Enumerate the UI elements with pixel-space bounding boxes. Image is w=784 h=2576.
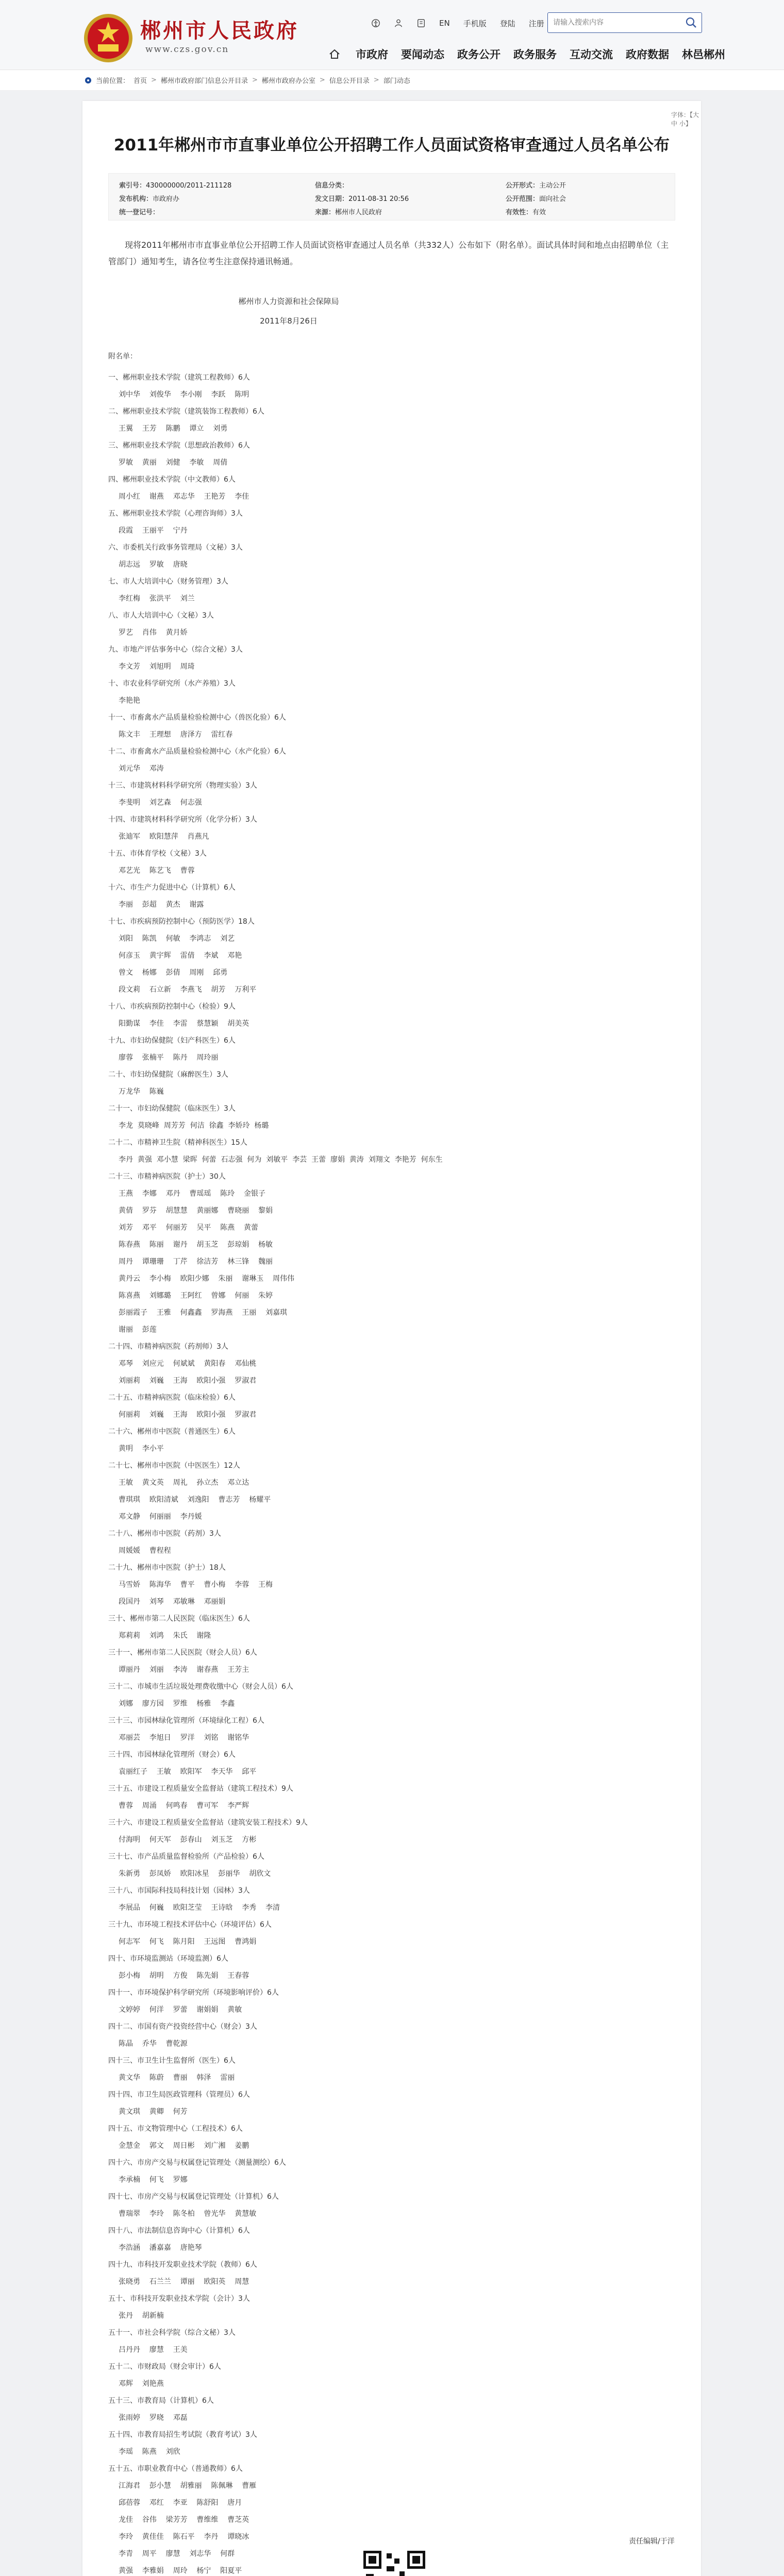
section-names: 李展品 何巍 欧阳芝莹 王诗晗 李秀 李清: [119, 1904, 280, 1912]
section-title: 二十八、郴州市中医院（药剂）3人: [108, 1530, 221, 1538]
section-title: 二十九、郴州市中医院（护士）18人: [108, 1564, 226, 1572]
breadcrumb-bar: [0, 70, 784, 91]
section-names: 刘中华 刘俊华 李小刚 李跃 陈明: [119, 391, 249, 399]
section-title: 十七、市疾病预防控制中心（预防医学）18人: [108, 918, 255, 926]
section-title: 三十九、市环境工程技术评估中心（环境评估）6人: [108, 1921, 272, 1929]
section-names: 陈文丰 王理想 唐泽方 雷红春: [119, 731, 233, 739]
top-utility-bar: [371, 14, 544, 32]
section-names: 李红梅 张洪平 刘兰: [119, 595, 195, 603]
list-section: [108, 2155, 675, 2189]
section-title: 五十四、市教育局招生考试院（教育考试）3人: [108, 2431, 257, 2439]
section-title: 四十、市环境监测站（环境监测）6人: [108, 1955, 228, 1963]
location-icon: [85, 77, 92, 84]
section-title: 四十五、市文物管理中心（工程技术）6人: [108, 2125, 243, 2133]
section-title: 二十三、市精神病医院（护士）30人: [108, 1173, 226, 1181]
section-names: 文婷婷 何洋 罗蕾 谢娟娟 黄敏: [119, 2006, 242, 2014]
english-link[interactable]: EN: [439, 19, 450, 28]
main-nav: [329, 46, 725, 62]
list-section: [108, 437, 675, 471]
list-section: [108, 1458, 675, 1526]
section-title: 四、郴州职业技术学院（中文教师）6人: [108, 476, 236, 484]
section-title: 四十七、市房产交易与权属登记管理处（计算机）6人: [108, 2193, 279, 2201]
breadcrumb-item-dept-news[interactable]: 部门动态: [383, 77, 410, 85]
meta-classification: 信息分类：: [315, 182, 349, 190]
section-title: 三十六、市建设工程质量安全监督站（建筑安装工程技术）9人: [108, 1819, 308, 1827]
breadcrumb: [85, 75, 410, 85]
list-section: [108, 1645, 675, 1679]
login-link[interactable]: [394, 14, 403, 32]
section-title: 六、市委机关行政事务管理局（文秘）3人: [108, 544, 243, 552]
meta-scope: 公开范围：面向社会: [506, 195, 566, 203]
list-section: [108, 505, 675, 539]
search-box: [547, 12, 702, 33]
list-section: [108, 607, 675, 641]
section-names: 江海君 彭小慧 胡雅丽 陈佩琳 曹雁 邱蓓蓉 邓红 李亚 陈舒阳 唐月 龙佳 谷伟 梁芳芳 曹维维 曹芝英 李玲 黄佳佳 陈石平 李丹 谭晓冰 李青 周平 廖慧 刘志华 何群 黄强 李雅娟 周玲 杨宁 阳夏平: [119, 2482, 257, 2575]
search-button[interactable]: [683, 15, 699, 30]
search-icon: [686, 17, 697, 28]
list-heading: 附名单：: [108, 352, 137, 361]
section-names: 邓艺光 陈艺飞 曹蓉: [119, 867, 195, 875]
candidate-list: [108, 348, 675, 2576]
list-section: [108, 2291, 675, 2325]
meta-publisher: 发布机构：市政府办: [119, 195, 180, 203]
section-names: 李承楠 何飞 罗娜: [119, 2176, 188, 2184]
list-section: [108, 1747, 675, 1781]
list-section: [108, 1883, 675, 1917]
nav-item-home[interactable]: [329, 46, 343, 62]
breadcrumb-item-office[interactable]: 郴州市政府办公室: [261, 77, 315, 85]
section-title: 三、郴州职业技术学院（思想政治教师）6人: [108, 442, 250, 450]
section-names: 阳勤谋 李佳 李雷 蔡慧颖 胡美英: [119, 1020, 249, 1028]
section-title: 五、郴州职业技术学院（心理咨询师）3人: [108, 510, 243, 518]
section-title: 三十三、市园林绿化管理所（环境绿化工程）6人: [108, 1717, 264, 1725]
section-names: 王敏 黄文英 周礼 孙立杰 邓立达 曹琪琪 欧阳清斌 刘逸阳 曹志芳 杨耀平 邓文静 何丽丽 李丹媛: [119, 1479, 271, 1521]
list-section: [108, 1781, 675, 1815]
section-title: 五十、市科技开发职业技术学院（会计）3人: [108, 2295, 250, 2303]
list-section: [108, 369, 675, 403]
section-names: 马雪娇 陈海华 曹平 曹小梅 李蓉 王梅 段国丹 刘琴 邓敏琳 邓丽娟: [119, 1581, 273, 1606]
section-title: 十三、市建筑材料科学研究所（物理实验）3人: [108, 782, 257, 790]
meta-validity: 有效性：有效: [506, 209, 546, 216]
list-section: [108, 2223, 675, 2257]
breadcrumb-label: 当前位置：: [96, 77, 130, 85]
meta-form: 公开形式：主动公开: [506, 182, 566, 190]
section-title: 四十九、市科技开发职业技术学院（教师）6人: [108, 2261, 257, 2269]
section-names: 曹蓉 周涌 何鸣春 曹可军 李严辉: [119, 1802, 249, 1810]
section-title: 五十五、市职业教育中心（普通教师）6人: [108, 2465, 243, 2473]
list-section: [108, 879, 675, 913]
list-section: [108, 1423, 675, 1458]
nav-item-open-affairs[interactable]: 政务公开: [457, 48, 501, 61]
section-names: 张雨婷 罗晓 邓磊: [119, 2414, 188, 2422]
meta-code: 统一登记号：: [119, 209, 160, 216]
list-section: [108, 2393, 675, 2427]
breadcrumb-item-home[interactable]: 首页: [134, 77, 147, 85]
list-section: [108, 1560, 675, 1611]
list-section: [108, 1917, 675, 1951]
section-title: 五十二、市财政局（财会审计）6人: [108, 2363, 221, 2371]
section-title: 三十、郴州市第二人民医院（临床医生）6人: [108, 1615, 250, 1623]
section-title: 三十七、市产品质量监督检验所（产品检验）6人: [108, 1853, 264, 1861]
section-names: 付海明 何天军 彭春山 刘玉芝 方彬: [119, 1836, 257, 1844]
section-title: 四十四、市卫生局医政管理科（管理员）6人: [108, 2091, 250, 2099]
list-section: [108, 1713, 675, 1747]
breadcrumb-separator: >: [319, 76, 325, 84]
section-title: 十八、市疾病预防控制中心（检验）9人: [108, 1003, 236, 1011]
article-title: 2011年郴州市市直事业单位公开招聘工作人员面试资格审查通过人员名单公布: [113, 136, 670, 155]
section-title: 二十一、市妇幼保健院（临床医生）3人: [108, 1105, 236, 1113]
site-url: www.czs.gov.cn: [145, 44, 229, 55]
list-section: [108, 998, 675, 1032]
section-title: 八、市人大培训中心（文秘）3人: [108, 612, 214, 620]
section-title: 十九、市妇幼保健院（妇产科医生）6人: [108, 1037, 236, 1045]
section-names: 朱新勇 彭凤娇 欧阳冰星 彭丽华 胡欣文: [119, 1870, 271, 1878]
section-names: 周小红 谢燕 邓志华 王艳芳 李佳: [119, 493, 249, 501]
section-title: 十六、市生产力促进中心（计算机）6人: [108, 884, 236, 892]
list-section: [108, 471, 675, 505]
meta-pub-date: 发文日期：2011-08-31 20:56: [315, 195, 409, 203]
meta-source: 来源：郴州市人民政府: [315, 209, 382, 216]
section-title: 二十四、市精神病医院（药剂师）3人: [108, 1343, 228, 1351]
list-section: [108, 2189, 675, 2223]
section-names: 周媛媛 曹程程: [119, 1547, 171, 1555]
list-section: [108, 1849, 675, 1883]
section-names: 彭小梅 胡明 方俊 陈先娟 王春蓉: [119, 1972, 249, 1980]
section-names: 黄明 李小平: [119, 1445, 164, 1453]
elder-mode-link[interactable]: [416, 14, 426, 32]
section-names: 张迪军 欧阳慧萍 肖燕凡: [119, 833, 209, 841]
site-title: 郴州市人民政府: [140, 19, 299, 43]
breadcrumb-item-directory[interactable]: 郴州市政府部门信息公开目录: [160, 77, 248, 85]
list-section: [108, 2121, 675, 2155]
section-names: 罗敏 黄丽 刘健 李敏 周倩: [119, 459, 228, 467]
section-names: 廖蓉 张楠平 陈丹 周玲丽: [119, 1054, 219, 1062]
section-title: 九、市地产评估事务中心（综合文秘）3人: [108, 646, 243, 654]
sign-date: 2011年8月26日: [260, 316, 318, 326]
section-title: 三十四、市园林绿化管理所（财会）6人: [108, 1751, 236, 1759]
nav-item-data[interactable]: 政府数据: [626, 48, 669, 61]
section-title: 二十、市妇幼保健院（麻醉医生）3人: [108, 1071, 228, 1079]
list-section: [108, 1100, 675, 1134]
breadcrumb-item-catalog[interactable]: 信息公开目录: [329, 77, 370, 85]
meta-index: 索引号：430000000/2011-211128: [119, 182, 232, 190]
list-section: [108, 1168, 675, 1338]
list-section: [108, 1815, 675, 1849]
list-section: [108, 1679, 675, 1713]
section-names: 李瑶 陈燕 刘欣: [119, 2448, 180, 2456]
section-names: 何志军 何飞 陈月阳 王远图 曹鸿娟: [119, 1938, 257, 1946]
list-section: [108, 2087, 675, 2121]
section-names: 张丹 胡新楠: [119, 2312, 164, 2320]
section-names: 王翼 王芳 陈鹏 谭立 刘勇: [119, 425, 228, 433]
list-section: [108, 1338, 675, 1389]
accessibility-link[interactable]: [371, 14, 380, 32]
breadcrumb-separator: >: [151, 76, 157, 84]
section-names: 邓丽芸 李旭日 罗洋 刘铭 谢铭华: [119, 1734, 249, 1742]
elder-icon: [416, 19, 426, 28]
list-section: [108, 1526, 675, 1560]
section-names: 李浩涵 潘嘉嘉 唐艳琴: [119, 2244, 202, 2252]
list-section: [108, 1032, 675, 1066]
register-link[interactable]: 注册: [528, 19, 544, 28]
section-names: 刘娜 廖方园 罗维 杨雅 李鑫: [119, 1700, 235, 1708]
section-title: 四十六、市房产交易与权属登记管理处（测量测绘）6人: [108, 2159, 286, 2167]
list-section: [108, 1066, 675, 1100]
section-names: 王燕 李娜 邓丹 曹瑶瑶 陈玲 金银子 黄倩 罗芬 胡慧慧 黄丽娜 曹晓丽 黎娟 刘芳 邓平 何丽芳 吴平 陈燕 黄蕾 陈春燕 陈丽 谢丹 胡玉芝 彭琼娟 杨敏 周丹 谭珊珊 丁芹 徐洁芳 林三锋 魏丽 黄丹云 李小梅 欧阳少娜 朱丽 谢琳玉 周伟伟 陈喜燕 刘娜璐 王阿红 曾娜 何丽 朱婷 彭丽霞子 王雅 何鑫鑫 罗海燕 王丽 刘嘉琪 谢丽 彭莲: [119, 1190, 295, 1334]
qr-code-icon: [361, 2548, 428, 2576]
section-names: 袁丽红子 王敏 欧阳军 李天华 邱平: [119, 1768, 257, 1776]
article-intro: 现将2011年郴州市市直事业单位公开招聘工作人员面试资格审查通过人员名单（共332人）公布如下（附名单）。面试具体时间和地点由招聘单位（主管部门）通知考生，请各位考生注意保持通讯畅通。: [108, 240, 669, 266]
section-names: 李艳艳: [119, 697, 140, 705]
government-emblem-icon: [82, 12, 134, 64]
section-title: 三十一、郴州市第二人民医院（财会人员）6人: [108, 1649, 257, 1657]
list-section: [108, 1985, 675, 2019]
section-title: 十五、市体育学校（文秘）3人: [108, 850, 207, 858]
list-section: [108, 913, 675, 998]
section-names: 黄文琪 黄卿 何芳: [119, 2108, 188, 2116]
section-names: 胡志远 罗敏 唐晓: [119, 561, 188, 569]
section-title: 十一、市畜禽水产品质量检验检测中心（兽医化验）6人: [108, 714, 286, 722]
list-section: [108, 573, 675, 607]
list-section: [108, 539, 675, 573]
section-names: 曹瑞翠 李玲 陈冬柏 曾光华 黄慧敏: [119, 2210, 257, 2218]
list-section: [108, 743, 675, 777]
nav-item-linyi-chenzhou[interactable]: 林邑郴州: [682, 48, 725, 61]
list-section: [108, 1611, 675, 1645]
font-size-switch[interactable]: 字体：【大 中 小】: [671, 111, 699, 127]
nav-item-government[interactable]: 市政府: [356, 48, 388, 61]
article-signature: [186, 292, 392, 331]
section-names: 何丽莉 刘巍 王海 欧阳小强 罗淑君: [119, 1411, 257, 1419]
list-section: [108, 811, 675, 845]
user-icon: [394, 19, 403, 28]
section-title: 十二、市畜禽水产品质量检验检测中心（水产化验）6人: [108, 748, 286, 756]
nav-item-interaction[interactable]: 互动交流: [570, 48, 613, 61]
list-section: [108, 1389, 675, 1423]
list-sections: [108, 369, 675, 2576]
section-title: 十四、市建筑材料科学研究所（化学分析）3人: [108, 816, 257, 824]
list-section: [108, 2019, 675, 2053]
mobile-version-link[interactable]: 手机版: [463, 19, 487, 28]
list-section: [108, 641, 675, 675]
list-section: [108, 2257, 675, 2291]
section-title: 十、市农业科学研究所（水产养殖）3人: [108, 680, 236, 688]
list-section: [108, 709, 675, 743]
article-container: [82, 101, 701, 2576]
list-section: [108, 2325, 675, 2359]
section-title: 五十一、市社会科学院（综合文秘）3人: [108, 2329, 236, 2337]
section-title: 三十八、市国际科技局科技计划（园林）3人: [108, 1887, 250, 1895]
section-title: 三十二、市城市生活垃圾处理费收缴中心（财会人员）6人: [108, 1683, 293, 1691]
section-title: 一、郴州职业技术学院（建筑工程教师）6人: [108, 374, 250, 382]
section-names: 刘阳 陈凯 何敏 李鸿志 刘艺 何彦玉 黄宇辉 雷倩 李斌 邓艳 曾文 杨娜 彭倩 周刚 邱勇 段文莉 石立新 李燕飞 胡芳 万利平: [119, 935, 257, 994]
login-text-link[interactable]: 登陆: [499, 19, 515, 28]
signer: 郴州市人力资源和社会保障局: [238, 297, 339, 306]
list-section: [108, 2053, 675, 2087]
list-section: [108, 777, 675, 811]
section-names: 李斐明 刘艺森 何志强: [119, 799, 202, 807]
section-names: 罗艺 肖伟 黄月娇: [119, 629, 188, 637]
section-names: 谭丽丹 刘丽 李涛 谢春燕 王芳主: [119, 1666, 249, 1674]
accessibility-icon: [371, 19, 380, 28]
section-names: 邓辉 刘艳燕: [119, 2380, 164, 2388]
section-title: 五十三、市教育局（计算机）6人: [108, 2397, 214, 2405]
section-title: 三十五、市建设工程质量安全监督站（建筑工程技术）9人: [108, 1785, 293, 1793]
list-section: [108, 2427, 675, 2461]
section-title: 七、市人大培训中心（财务管理）3人: [108, 578, 228, 586]
section-title: 四十八、市法制信息咨询中心（计算机）6人: [108, 2227, 250, 2235]
section-title: 四十一、市环境保护科学研究所（环境影响评价）6人: [108, 1989, 279, 1997]
list-section: [108, 845, 675, 879]
home-icon: [329, 48, 340, 60]
section-names: 段霞 王丽平 宁丹: [119, 527, 188, 535]
nav-item-services[interactable]: 政务服务: [513, 48, 557, 61]
section-title: 二十二、市精神卫生院（精神科医生）15人: [108, 1139, 247, 1147]
section-names: 郑莉莉 刘鸿 朱氏 谢隆: [119, 1632, 211, 1640]
section-names: 李丹 黄强 邓小慧 梁晖 何蕾 石志强 何为 刘敏平 李芸 王蕾 廖娟 黄涛 刘翔文 李艳芳 何东生: [119, 1156, 443, 1164]
section-title: 二十七、郴州市中医院（中医医生）12人: [108, 1462, 240, 1470]
breadcrumb-separator: >: [252, 76, 258, 84]
section-title: 二十六、郴州市中医院（普通医生）6人: [108, 1428, 236, 1436]
section-names: 李丽 彭超 黄杰 谢露: [119, 901, 204, 909]
nav-item-news[interactable]: 要闻动态: [401, 48, 444, 61]
section-names: 李文芳 刘旭明 周琦: [119, 663, 195, 671]
responsible-editor: 责任编辑/于洋: [629, 2537, 675, 2546]
section-title: 二十五、市精神病医院（临床检验）6人: [108, 1394, 236, 1402]
list-section: [108, 1951, 675, 1985]
list-section: [108, 403, 675, 437]
site-header: [0, 0, 784, 70]
section-names: 金慧金 郭文 周日彬 刘广湘 姜鹏: [119, 2142, 249, 2150]
list-section: [108, 1134, 675, 1168]
section-title: 二、郴州职业技术学院（建筑装饰工程教师）6人: [108, 408, 264, 416]
list-section: [108, 675, 675, 709]
article-meta-table: [108, 173, 675, 221]
section-names: 李龙 莫晓峰 周芳芳 何洁 徐鑫 李娇玲 杨璐: [119, 1122, 269, 1130]
list-section: [108, 2359, 675, 2393]
search-input[interactable]: [548, 13, 681, 32]
section-names: 邓琴 刘应元 何斌斌 黄阳春 邓仙桃 刘丽莉 刘巍 王海 欧阳小强 罗淑君: [119, 1360, 257, 1385]
section-names: 刘元华 邓涛: [119, 765, 164, 773]
section-names: 黄文华 陈蔚 曹丽 韩泽 雷丽: [119, 2074, 235, 2082]
breadcrumb-separator: >: [373, 76, 379, 84]
section-names: 万龙华 陈巍: [119, 1088, 164, 1096]
section-names: 陈晶 乔华 曹乾源: [119, 2040, 188, 2048]
section-title: 四十二、市国有资产投资经营中心（财会）3人: [108, 2023, 257, 2031]
section-names: 吕丹丹 廖慧 王美: [119, 2346, 188, 2354]
section-title: 四十三、市卫生计生监督所（医生）6人: [108, 2057, 236, 2065]
section-names: 张晓勇 石兰兰 谭丽 欧阳英 周慧: [119, 2278, 249, 2286]
